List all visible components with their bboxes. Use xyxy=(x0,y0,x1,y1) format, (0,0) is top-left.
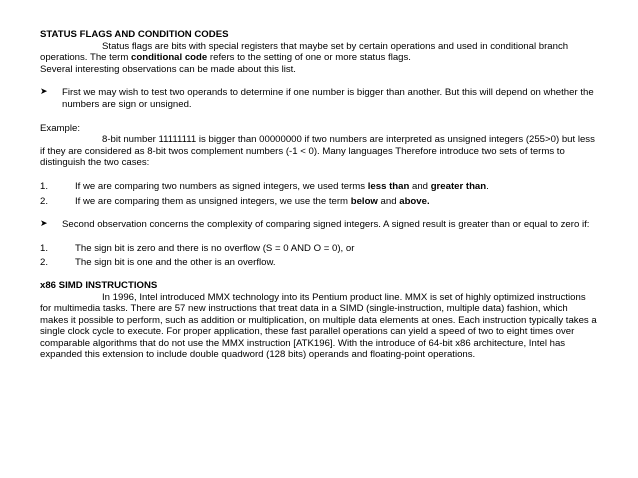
text-segment: and xyxy=(377,195,400,207)
item-number: 1. xyxy=(40,180,49,192)
bullet-text: Second observation concerns the complexity of comparing signed integers. A signed result is greater than or equal to zero if: xyxy=(62,219,590,231)
numbered-item xyxy=(40,196,598,208)
item-text: The sign bit is one and the other is an overflow. xyxy=(75,257,276,269)
bullet-text: First we may wish to test two operands to determine if one number is bigger than another. But this will depend on whether the numbers are sign or unsigned. xyxy=(62,87,594,110)
paragraph-status-flags xyxy=(40,41,598,64)
item-text xyxy=(75,181,598,193)
text-segment: and xyxy=(409,180,431,192)
bold-term: conditional code xyxy=(131,52,208,64)
item-number: 1. xyxy=(40,242,49,254)
item-text xyxy=(75,196,598,208)
bold-term: greater than xyxy=(430,180,487,192)
example-paragraph: 8-bit number 11111111 is bigger than 00000000 if two numbers are interpreted as unsigned integers (255>0) but less if they are considered as 8-bit twos complement numbers (-1 < 0). Many languages Therefore introduce two sets of terms to distinguish the two cases: xyxy=(40,134,595,169)
numbered-item xyxy=(40,243,598,255)
arrowhead-bullet-icon: ➤ xyxy=(40,219,48,230)
paragraph-observations: Several interesting observations can be made about this list. xyxy=(40,63,296,75)
paragraph-simd: In 1996, Intel introduced MMX technology into its Pentium product line. MMX is set of highly optimized instructions for multimedia tasks. There are 57 new instructions that treat data in a SIMD (single-instruction, multiple data) fashion, which makes it possible to perform, such as addition or multiplication, on multiple data elements at ones. Each instruction typically takes a single clock cycle to execute. For proper application, these fast parallel operations can yield a speed of two to eight times over comparable algorithms that do not use the MMX instruction [ATK196]. With the introduce of 64-bit x86 architecture, Intel has expanded this extension to include double quadword (128 bits) operands and floating-point operations. xyxy=(40,291,597,361)
bold-term: less than xyxy=(367,180,410,192)
bullet-item-2 xyxy=(40,219,598,231)
bullet-item-1 xyxy=(40,87,598,110)
paragraph-text: refers to the setting of one or more status flags. xyxy=(207,52,411,64)
bold-term: above. xyxy=(399,195,430,207)
item-text: The sign bit is zero and there is no overflow (S = 0 AND O = 0), or xyxy=(75,242,355,254)
text-segment: If we are comparing two numbers as signed integers, we used terms xyxy=(75,180,368,192)
numbered-item xyxy=(40,181,598,193)
section-title-status-flags: STATUS FLAGS AND CONDITION CODES xyxy=(40,29,229,40)
item-number: 2. xyxy=(40,195,49,207)
paragraph-text: Status flags are bits with special registers that maybe set by certain operations and used in conditional branch operations. The term xyxy=(40,40,569,64)
bold-term: below xyxy=(350,195,378,207)
text-segment: If we are comparing them as unsigned integers, we use the term xyxy=(75,195,351,207)
example-label: Example: xyxy=(40,122,80,134)
arrowhead-bullet-icon: ➤ xyxy=(40,87,48,98)
text-segment: . xyxy=(486,180,489,192)
section-title-simd: x86 SIMD INSTRUCTIONS xyxy=(40,279,158,291)
item-number: 2. xyxy=(40,257,49,269)
numbered-item xyxy=(40,257,598,269)
